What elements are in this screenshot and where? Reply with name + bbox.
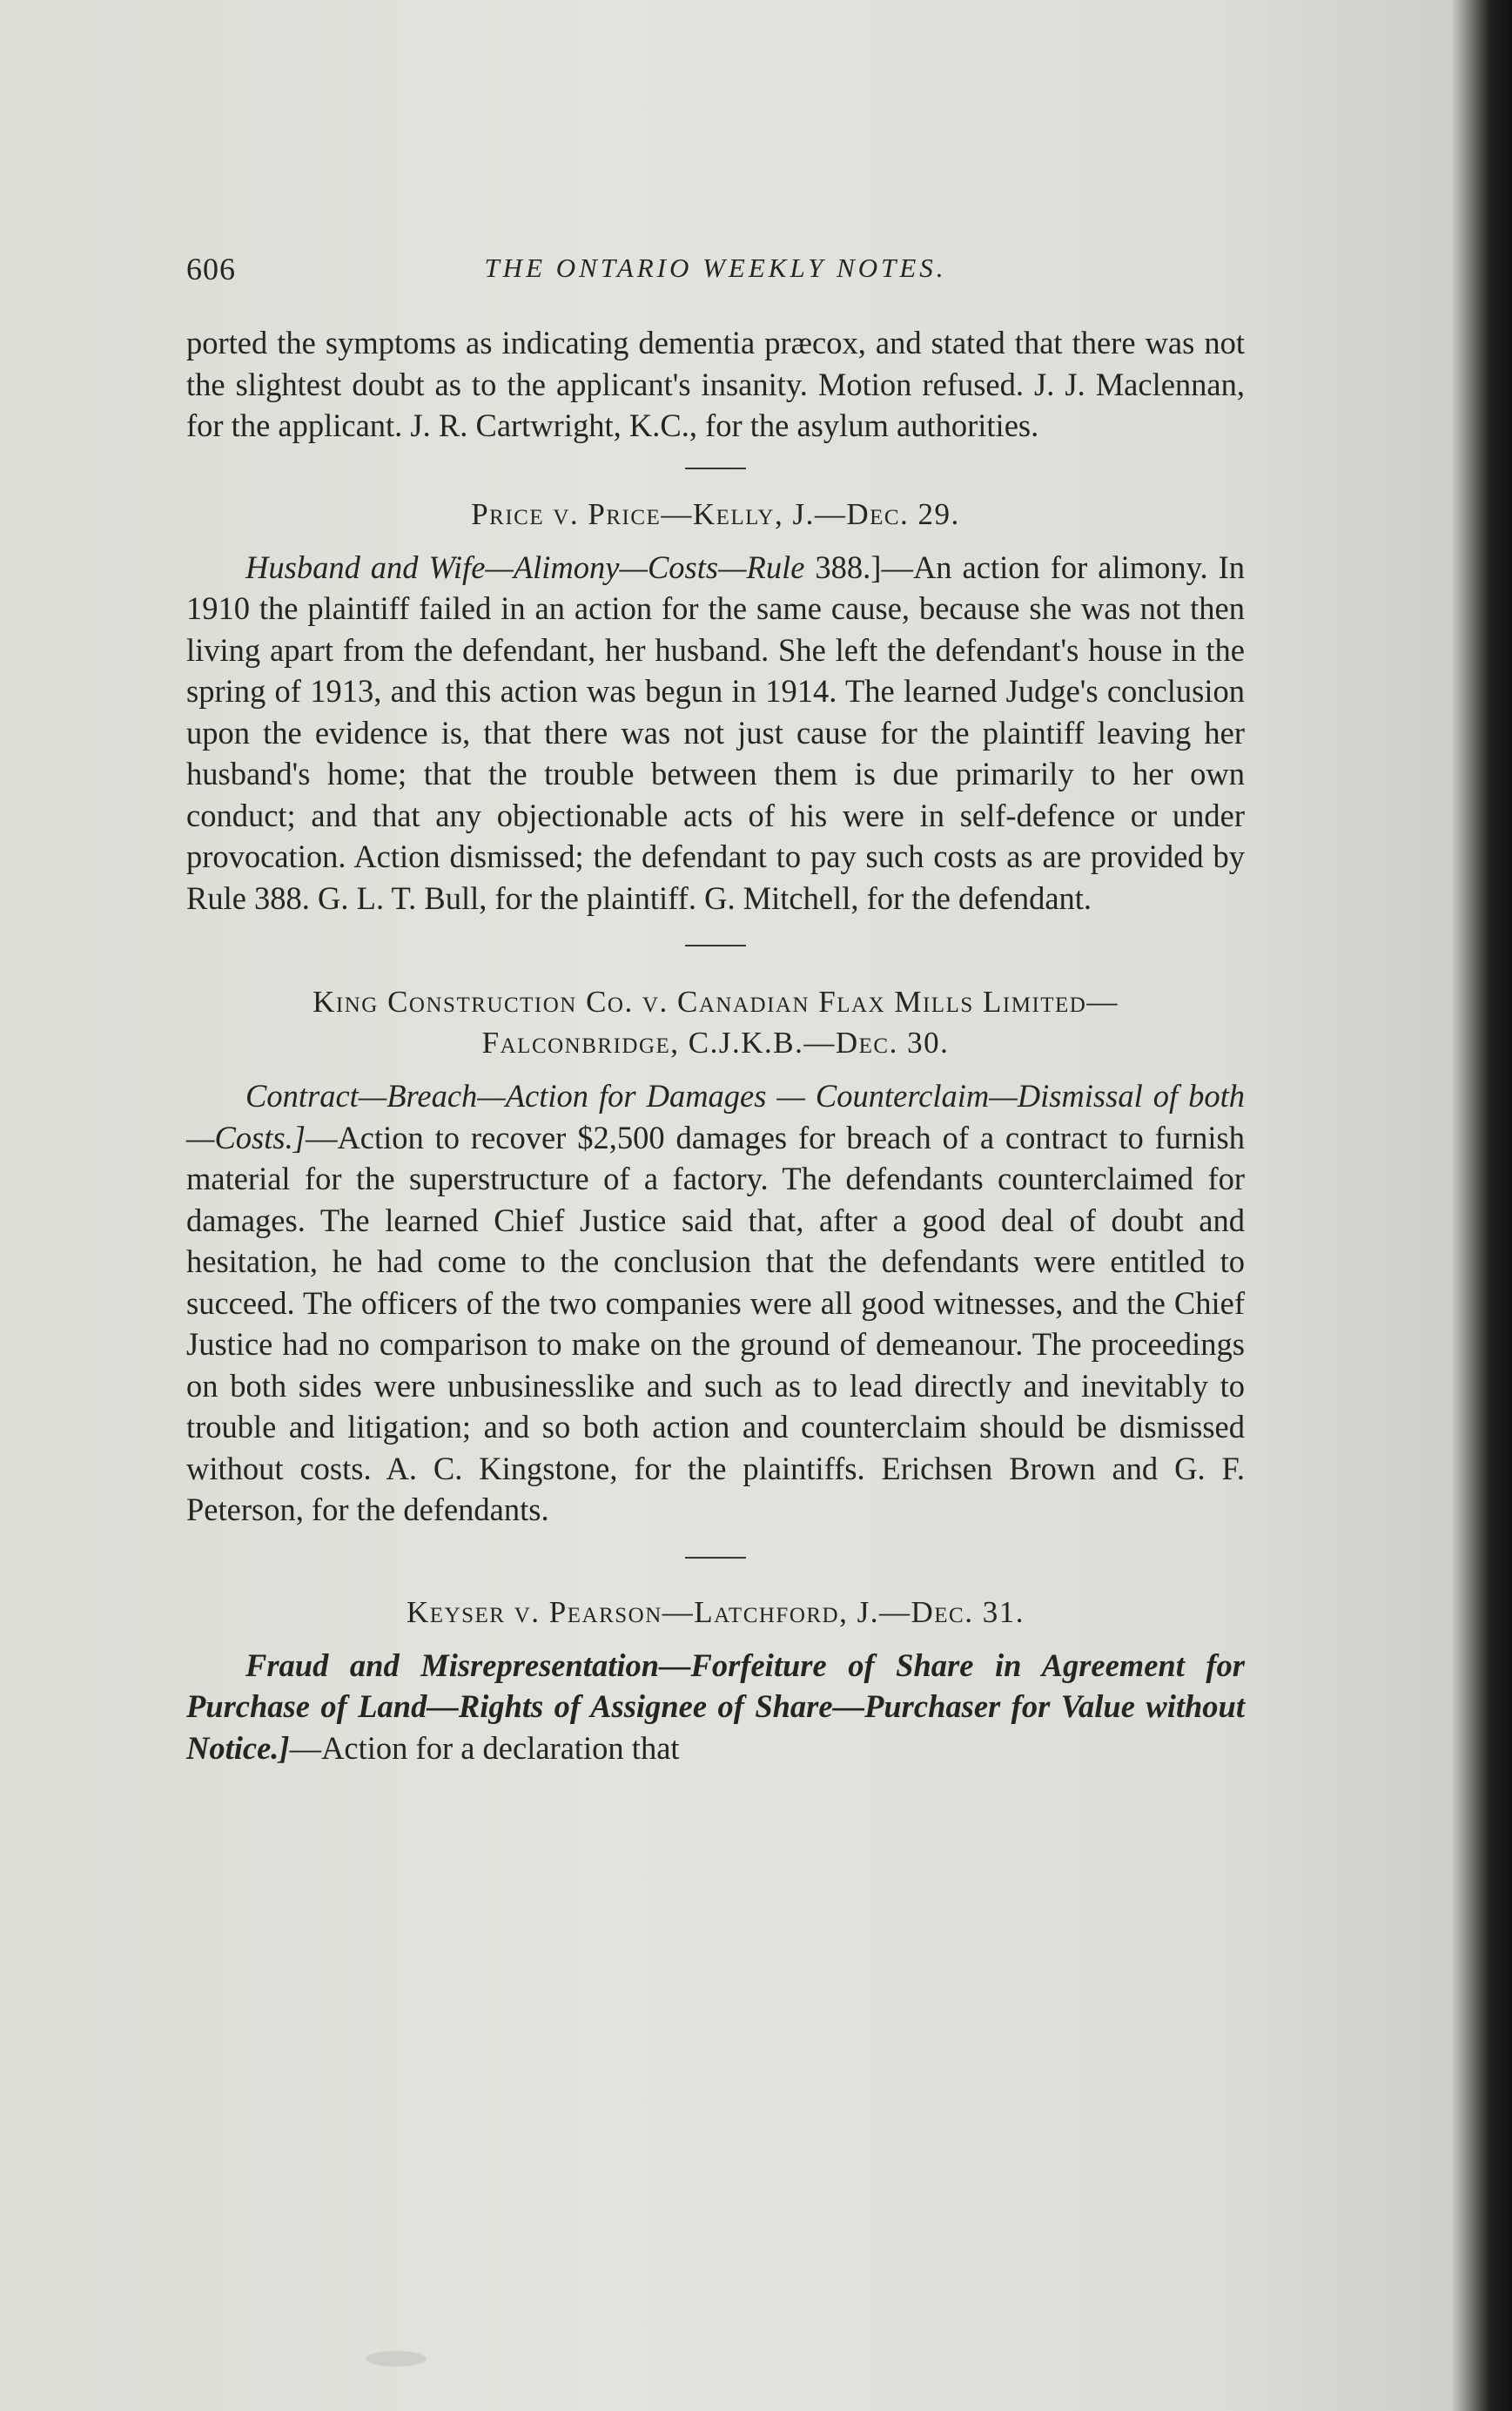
case-heading-king-line2: Falconbridge, C.J.K.B.—Dec. 30. [481,1026,950,1060]
case-body-price [186,547,1245,919]
case-body-keyser [186,1645,1245,1769]
case-caption-price: Husband and Wife—Alimony—Costs—Rule [245,549,805,585]
library-stamp-mark [366,2351,427,2367]
case-heading-king-line1: King Construction Co. v. Canadian Flax Mills Limited— [312,985,1119,1019]
case-heading-price: Price v. Price—Kelly, J.—Dec. 29. [471,496,960,531]
case-text-keyser: —Action for a declaration that [289,1729,680,1766]
page-number: 606 [186,252,236,286]
journal-title: THE ONTARIO WEEKLY NOTES. [484,253,947,283]
case-text-price: —An action for alimony. In 1910 the plaintiff failed in an action for the same cause, because she was not then living apart from the defendant, her husband. She left the defendant's house in the spring of 1913, and this action was begun in 1914. The learned Judge's conclusion upon the evidence is, that there was not just cause for the plaintiff leaving her husband's home; that the trouble between them is due primarily to her own conduct; and that any objectionable acts of his were in self-defence or under provocation. Action dismissed; the defendant to pay such costs as are provided by Rule 388. G. L. T. Bull, for the plaintiff. G. Mitchell, for the defendant. [186,549,1246,916]
intro-paragraph: ported the symptoms as indicating dementia præcox, and stated that there was not the slightest doubt as to the applicant's insanity. Motion refused. J. J. Maclennan, for the applicant. J. R. Cartwright, K.C., for the asylum authorities. [186,325,1245,443]
case-body-king [186,1075,1245,1531]
case-heading-keyser: Keyser v. Pearson—Latchford, J.—Dec. 31. [407,1594,1025,1629]
running-head [186,251,1245,303]
case-caption-keyser: Fraud and Misrepresentation—Forfeiture of Share in Agreement for Purchase of Land—Rights of Assignee of Share—Purchaser for Value without Notice.] [186,1647,1245,1766]
case-caption-king: Contract—Breach—Action for Damages — Counterclaim—Dismissal of both—Costs.] [186,1078,1245,1155]
page-content [186,251,1245,1768]
case-text-king: —Action to recover $2,500 damages for breach of a contract to furnish material for the superstructure of a factory. The defendants counterclaimed for damages. The learned Chief Justice said that, after a good deal of doubt and hesitation, he had come to the conclusion that the defendants were entitled to succeed. The officers of the two companies were all good witnesses, and the Chief Justice had no comparison to make on the ground of demeanour. The proceedings on both sides were unbusinesslike and such as to lead directly and inevitably to trouble and litigation; and so both action and counterclaim should be dismissed without costs. A. C. Kingstone, for the plaintiffs. Erichsen Brown and G. F. Peterson, for the defendants. [186,1119,1245,1527]
case-caption-suffix-price: 388.] [804,549,882,585]
